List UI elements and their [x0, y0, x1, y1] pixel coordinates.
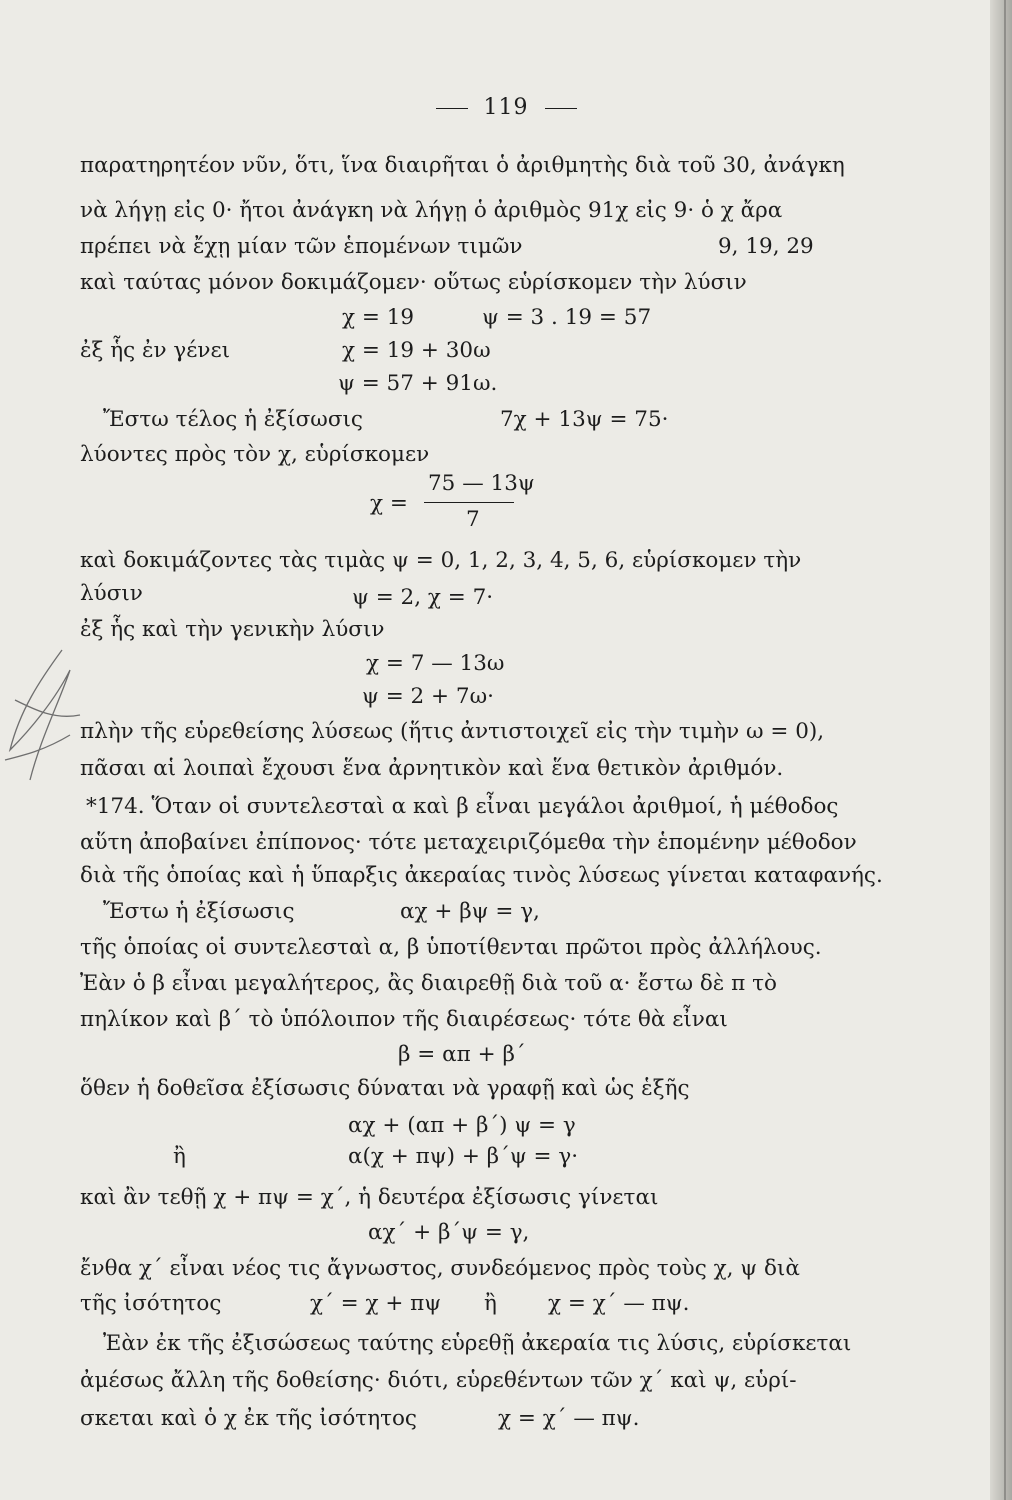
formula: ψ = 3 . 19 = 57	[482, 305, 652, 330]
formula: αχ + (απ + β΄) ψ = γ	[348, 1113, 576, 1138]
formula: χ = 19 + 30ω	[342, 338, 491, 363]
text-line: ἢ	[173, 1144, 186, 1169]
formula: χ = 19	[342, 305, 415, 330]
formula: χ =	[370, 491, 408, 516]
text-line: ἀμέσως ἄλλη τῆς δοθείσης· διότι, εὑρεθέντων τῶν χ΄ καὶ ψ, εὑρί-	[80, 1368, 797, 1393]
text-line: Ἐὰν ἐκ τῆς ἐξισώσεως ταύτης εὑρεθῇ ἀκεραία τις λύσις, εὑρίσκεται	[103, 1331, 852, 1356]
text-line: παρατηρητέον νῦν, ὅτι, ἵνα διαιρῆται ὁ ἀριθμητὴς διὰ τοῦ 30, ἀνάγκη	[80, 153, 845, 178]
fraction-numerator: 75 — 13ψ	[428, 471, 535, 496]
formula: χ = 7 — 13ω	[366, 651, 505, 676]
formula: χ΄ = χ + πψ	[310, 1291, 442, 1316]
page-edge-line	[1004, 0, 1006, 1500]
text-line: καὶ ἂν τεθῇ χ + πψ = χ΄, ἡ δευτέρα ἐξίσωσις γίνεται	[80, 1185, 659, 1210]
text-line: ἐξ ἧς ἐν γένει	[80, 338, 231, 363]
formula: 7χ + 13ψ = 75·	[500, 407, 669, 432]
text-line: πλὴν τῆς εὑρεθείσης λύσεως (ἥτις ἀντιστοιχεῖ εἰς τὴν τιμὴν ω = 0),	[80, 719, 825, 744]
formula: ψ = 2 + 7ω·	[362, 684, 494, 709]
formula: αχ + βψ = γ,	[400, 899, 540, 924]
text-line: λύοντες πρὸς τὸν χ, εὑρίσκομεν	[80, 442, 430, 467]
page-edge	[990, 0, 1012, 1500]
text-line: Ἔστω τέλος ἡ ἐξίσωσις	[103, 407, 363, 432]
text-line: ἔνθα χ΄ εἶναι νέος τις ἄγνωστος, συνδεόμενος πρὸς τοὺς χ, ψ διὰ	[80, 1256, 800, 1281]
fraction-denominator: 7	[466, 507, 480, 532]
formula: α(χ + πψ) + β΄ψ = γ·	[348, 1144, 579, 1169]
formula: χ = χ΄ — πψ.	[498, 1406, 640, 1431]
text-line: πρέπει νὰ ἔχῃ μίαν τῶν ἑπομένων τιμῶν	[80, 234, 523, 259]
page-number-header	[0, 94, 1012, 122]
formula: 9, 19, 29	[718, 234, 814, 259]
page-number: 119	[483, 95, 529, 120]
text-line: ἢ	[484, 1291, 497, 1316]
formula: β = απ + β΄	[398, 1042, 526, 1067]
formula: χ = χ΄ — πψ.	[548, 1291, 690, 1316]
formula: ψ = 57 + 91ω.	[338, 371, 498, 396]
text-line: Ἔστω ἡ ἐξίσωσις	[103, 899, 295, 924]
text-line: τῆς ἰσότητος	[80, 1291, 222, 1316]
formula: αχ΄ + β΄ψ = γ,	[368, 1220, 530, 1245]
text-line: καὶ δοκιμάζοντες τὰς τιμὰς ψ = 0, 1, 2, 3, 4, 5, 6, εὑρίσκομεν τὴν	[80, 548, 802, 573]
text-line: πηλίκον καὶ β΄ τὸ ὑπόλοιπον τῆς διαιρέσεως· τότε θὰ εἶναι	[80, 1007, 728, 1032]
text-line: σκεται καὶ ὁ χ ἐκ τῆς ἰσότητος	[80, 1406, 417, 1431]
text-line: αὕτη ἀποβαίνει ἐπίπονος· τότε μεταχειριζόμεθα τὴν ἑπομένην μέθοδον	[80, 830, 857, 855]
formula: ψ = 2, χ = 7·	[352, 585, 494, 610]
text-line: πᾶσαι αἱ λοιπαὶ ἔχουσι ἕνα ἀρνητικὸν καὶ ἕνα θετικὸν ἀριθμόν.	[80, 756, 784, 781]
text-line: τῆς ὁποίας οἱ συντελεσταὶ α, β ὑποτίθενται πρῶτοι πρὸς ἀλλήλους.	[80, 935, 822, 960]
pencil-scribble	[0, 640, 90, 790]
text-line: ὅθεν ἡ δοθεῖσα ἐξίσωσις δύναται νὰ γραφῇ καὶ ὡς ἑξῆς	[80, 1076, 690, 1101]
text-line: λύσιν	[80, 581, 143, 606]
text-line: διὰ τῆς ὁποίας καὶ ἡ ὕπαρξις ἀκεραίας τινὸς λύσεως γίνεται καταφανής.	[80, 863, 883, 888]
text-line: νὰ λήγῃ εἰς 0· ἤτοι ἀνάγκη νὰ λήγῃ ὁ ἀριθμὸς 91χ εἰς 9· ὁ χ ἄρα	[80, 198, 783, 223]
text-line: καὶ ταύτας μόνον δοκιμάζομεν· οὕτως εὑρίσκομεν τὴν λύσιν	[80, 270, 747, 295]
text-line: ἐξ ἧς καὶ τὴν γενικὴν λύσιν	[80, 617, 385, 642]
fraction-bar	[424, 502, 514, 503]
text-line: Ἐὰν ὁ β εἶναι μεγαλήτερος, ἂς διαιρεθῇ διὰ τοῦ α· ἔστω δὲ π τὸ	[80, 971, 777, 996]
section-174-line: *174. Ὅταν οἱ συντελεσταὶ α καὶ β εἶναι μεγάλοι ἀριθμοί, ἡ μέθοδος	[86, 794, 839, 819]
